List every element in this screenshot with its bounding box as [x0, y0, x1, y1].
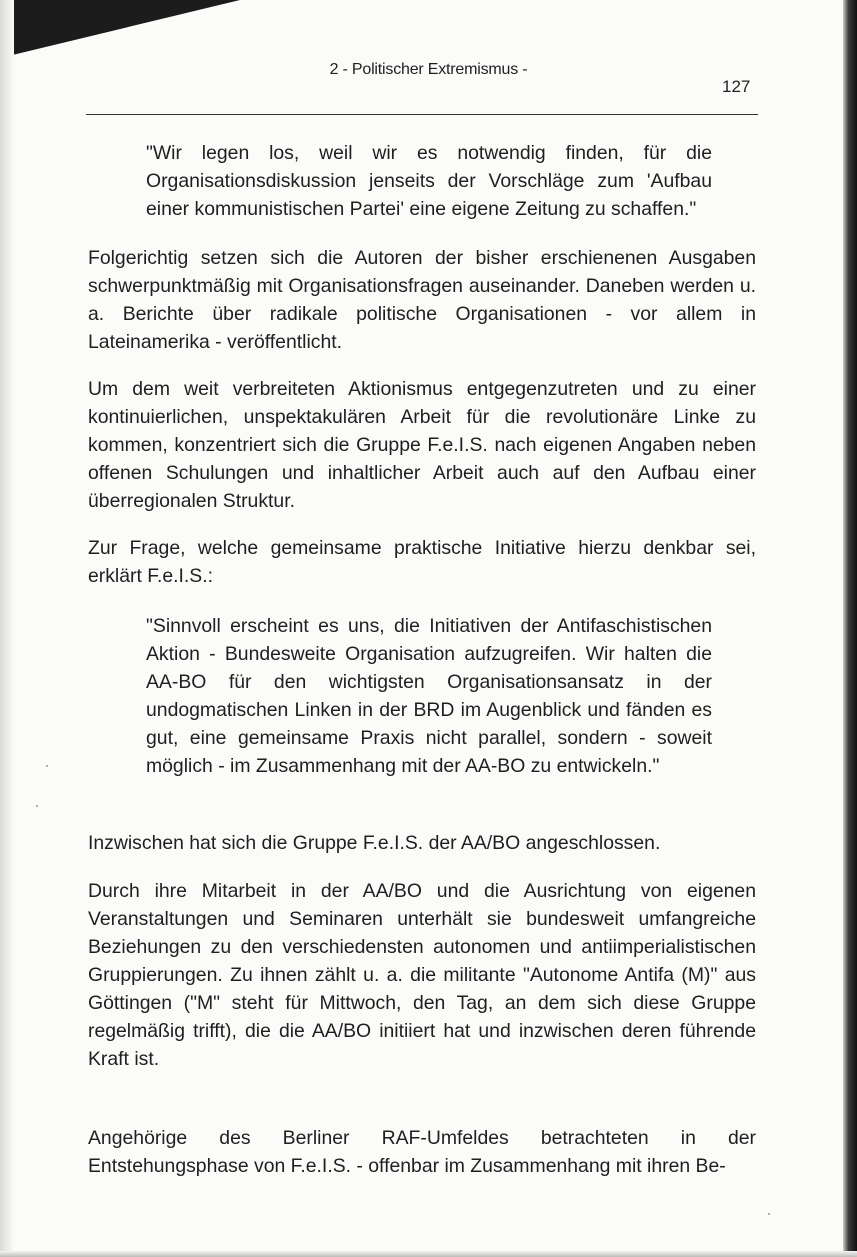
scan-speck: [36, 805, 38, 807]
block-quote: "Wir legen los, weil wir es notwendig finden, für die Organisationsdiskussion jenseits der Vorschläge zum 'Aufbau einer kommunistischen Partei' eine eigene Zeitung zu schaffen.": [146, 142, 712, 220]
page-number: 127: [722, 77, 751, 96]
book-binding-edge: [843, 0, 857, 1257]
body-paragraph: Durch ihre Mitarbeit in der AA/BO und die Ausrichtung von eigenen Veranstaltungen und Seminaren unterhält sie bundesweit umfangreiche Beziehungen zu den verschiedensten autonomen und antiimperialistischen Gruppierungen. Zu ihnen zählt u. a. die militante "Autonome Antifa (M)" aus Göttingen ("M" steht für Mittwoch, den Tag, an dem sich diese Gruppe regelmäßig trifft), die die AA/BO initiiert hat und inzwischen deren führende Kraft ist.: [88, 880, 756, 1070]
scan-left-shadow: [0, 0, 14, 1257]
body-paragraph: Um dem weit verbreiteten Aktionismus entgegenzutreten und zu einer kontinuierlichen, unspektakulären Arbeit für die revolutionäre Linke zu kommen, konzentriert sich die Gruppe F.e.I.S. nach eigenen Angaben neben offenen Schulungen und inhaltlicher Arbeit auch auf den Aufbau einer überregionalen Struktur.: [88, 378, 756, 512]
header-rule: [86, 114, 758, 115]
scan-speck: [46, 765, 48, 767]
body-paragraph: Zur Frage, welche gemeinsame praktische Initiative hierzu denkbar sei, erklärt F.e.I.S.:: [88, 537, 756, 587]
body-paragraph: Angehörige des Berliner RAF-Umfeldes betrachteten in der Entstehungsphase von F.e.I.S. - offenbar im Zusammenhang mit ihren Be-: [88, 1127, 756, 1177]
block-quote: "Sinnvoll erscheint es uns, die Initiativen der Antifaschistischen Aktion - Bundesweite Organisation aufzugreifen. Wir halten die AA-BO für den wichtigsten Organisationsansatz in der undogmatischen Linken in der BRD im Augenblick und fänden es gut, eine gemeinsame Praxis nicht parallel, sondern - soweit möglich - im Zusammenhang mit der AA-BO zu entwickeln.": [146, 615, 712, 777]
scan-corner-shadow: [0, 0, 240, 58]
body-paragraph: Folgerichtig setzen sich die Autoren der bisher erschienenen Ausgaben schwerpunktmäßig mit Organisationsfragen auseinander. Daneben werden u. a. Berichte über radikale politische Organisationen - vor allem in Lateinamerika - veröffentlicht.: [88, 247, 756, 353]
body-paragraph: Inzwischen hat sich die Gruppe F.e.I.S. der AA/BO angeschlossen.: [88, 832, 661, 854]
scan-speck: [768, 1213, 770, 1215]
running-header: 2 - Politischer Extremismus -: [329, 61, 528, 78]
scan-bottom-edge: [0, 1251, 857, 1257]
